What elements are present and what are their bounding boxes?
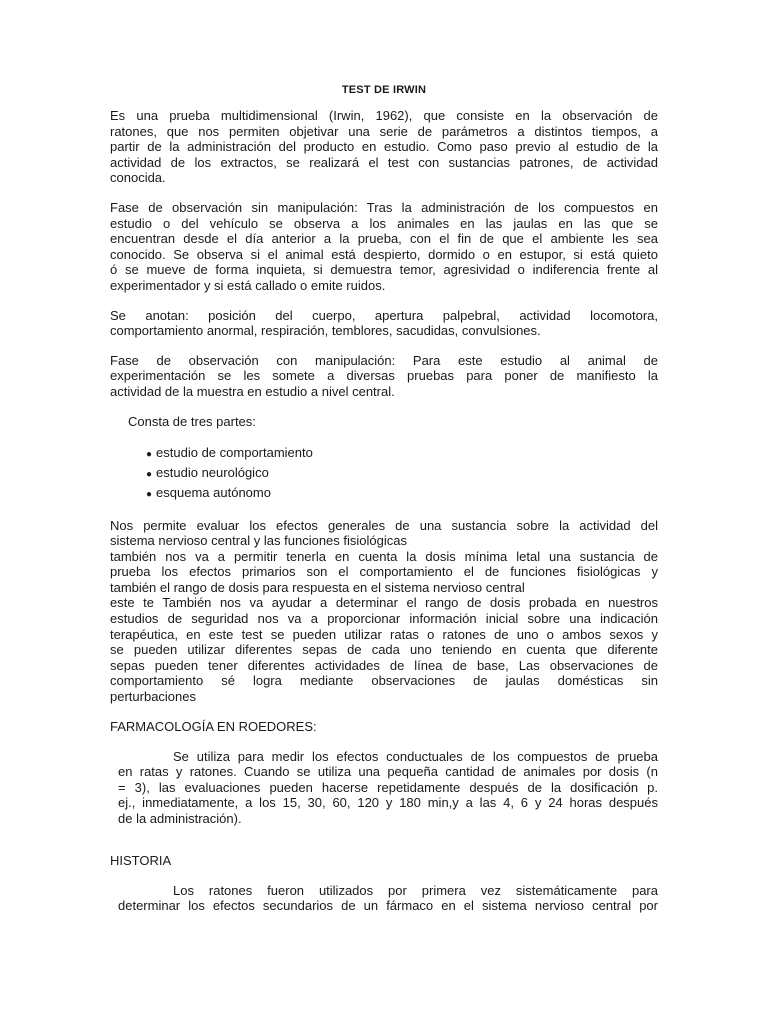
text-line: se pueden utilizar diferentes sepas de cada uno teniendo en cuenta que diferente <box>110 642 658 658</box>
historia-heading: HISTORIA <box>110 852 172 868</box>
text-line: partir de la administración del producto en estudio. Como paso previo al estudio de la <box>110 139 658 155</box>
text-line: encuentran desde el día anterior a la prueba, con el fin de que el ambiente les sea <box>110 231 658 247</box>
document-title: TEST DE IRWIN <box>341 84 427 96</box>
observation-without-manipulation-paragraph <box>110 200 658 294</box>
text-line: determinar los efectos secundarios de un fármaco en el sistema nervioso central por <box>118 898 658 914</box>
historia-paragraph <box>118 883 658 914</box>
text-line: conocido. Se observa si el animal está despierto, dormido o en estupor, si está quieto <box>110 246 658 262</box>
observation-with-manipulation-paragraph <box>110 353 658 400</box>
text-line: terapéutica, en este test se pueden utilizar ratas o ratones de uno o ambos sexos y <box>110 626 658 642</box>
text-line: prueba los efectos primarios son el comportamiento el de funciones fisiológicas y <box>110 564 658 580</box>
text-line: estudio o del vehículo se observa a los animales en las jaulas en las que se <box>110 215 658 231</box>
parts-list <box>146 444 658 504</box>
text-line: Fase de observación con manipulación: Para este estudio al animal de <box>110 352 658 368</box>
text-line: Nos permite evaluar los efectos generales de una sustancia sobre la actividad del <box>110 517 658 533</box>
annotations-paragraph <box>110 308 658 339</box>
parts-intro: Consta de tres partes: <box>128 413 256 429</box>
text-line: también el rango de dosis para respuesta en el sistema nervioso central <box>110 579 525 595</box>
farmacologia-heading: FARMACOLOGÍA EN ROEDORES: <box>110 718 317 734</box>
text-line: = 3), las evaluaciones pueden hacerse repetidamente después de la dosificación p. <box>118 779 658 795</box>
text-line: experimentación se les somete a diversas pruebas para poner de manifiesto la <box>110 368 658 384</box>
text-line: Es una prueba multidimensional (Irwin, 1962), que consiste en la observación de <box>110 108 658 123</box>
text-line: ej., inmediatamente, a los 15, 30, 60, 120 y 180 min,y a las 4, 6 y 24 horas después <box>118 795 658 811</box>
text-line: comportamiento anormal, respiración, temblores, sacudidas, convulsiones. <box>110 323 541 339</box>
text-line: ó se mueve de forma inquieta, si demuestra temor, agresividad o indiferencia frente al <box>110 262 658 278</box>
bullet-icon: ● <box>146 468 153 480</box>
text-line: conocida. <box>110 170 166 186</box>
text-line: experimentador y si está callado o emite ruidos. <box>110 277 386 293</box>
text-line: Se anotan: posición del cuerpo, apertura palpebral, actividad locomotora, <box>110 307 658 323</box>
list-item: ● estudio de comportamiento <box>146 444 313 460</box>
text-line: también nos va a permitir tenerla en cuenta la dosis mínima letal una sustancia de <box>110 548 658 564</box>
list-item: ● estudio neurológico <box>146 464 269 480</box>
intro-paragraph <box>110 108 658 186</box>
text-line: actividad de los extractos, se realizará el test con sustancias patrones, de actividad <box>110 154 658 170</box>
text-line: actividad de la muestra en estudio a nivel central. <box>110 383 395 399</box>
evaluation-paragraph <box>110 518 658 705</box>
farmacologia-paragraph <box>118 749 658 827</box>
text-line: comportamiento sé logra mediante observaciones de jaulas domésticas sin <box>110 673 658 689</box>
text-line: sepas pueden tener diferentes actividades de línea de base, Las observaciones de <box>110 657 658 673</box>
bullet-icon: ● <box>146 448 153 460</box>
text-line: de la administración). <box>118 811 242 826</box>
text-line: Fase de observación sin manipulación: Tras la administración de los compuestos en <box>110 199 658 215</box>
text-line: ratones, que nos permiten objetivar una serie de parámetros a distintos tiempos, a <box>110 123 658 139</box>
text-line: perturbaciones <box>110 689 196 705</box>
text-line: Los ratones fueron utilizados por primera vez sistemáticamente para <box>173 882 658 898</box>
list-item: ● esquema autónomo <box>146 484 271 500</box>
text-line: estudios de seguridad nos va a proporcionar información inicial sobre una indicación <box>110 611 658 627</box>
bullet-icon: ● <box>146 488 153 500</box>
text-line: sistema nervioso central y las funciones fisiológicas <box>110 533 407 549</box>
text-line: Se utiliza para medir los efectos conductuales de los compuestos de prueba <box>173 748 658 764</box>
text-line: en ratas y ratones. Cuando se utiliza una pequeña cantidad de animales por dosis (n <box>118 764 658 780</box>
text-line: este te También nos va ayudar a determinar el rango de dosis probada en nuestros <box>110 595 658 611</box>
